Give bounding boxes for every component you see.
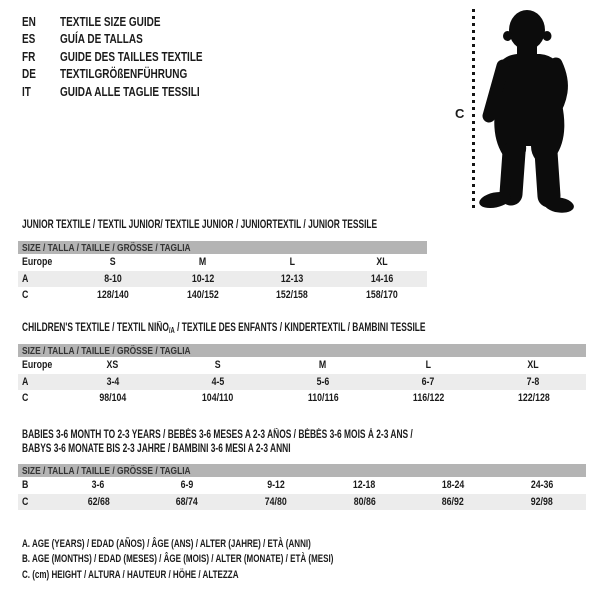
column-header-text: L: [289, 256, 296, 268]
cell-text: 98/104: [99, 392, 127, 404]
language-code: [22, 67, 60, 81]
title-line1-text: BABIES 3-6 MONTH TO 2-3 YEARS / BEBÉS 3-6 MESES A 2-3 AÑOS / BÉBÉS 3-6 MOIS À 2-3 ANS /: [22, 429, 413, 441]
row-label: [18, 271, 68, 288]
row-label: [18, 477, 54, 494]
column-header: [18, 357, 60, 374]
language-row: [22, 13, 238, 31]
guide-title: [60, 50, 238, 64]
table-row-height: [18, 494, 586, 511]
language-code: [22, 85, 60, 99]
children-size-table: [18, 344, 586, 407]
column-header: [481, 357, 586, 374]
guide-title: [60, 85, 235, 99]
language-row: [22, 66, 238, 84]
cell-text: 18-24: [441, 479, 465, 491]
language-code: [22, 15, 60, 29]
column-header-row: [18, 357, 586, 374]
cell: [481, 374, 586, 391]
children-table-title: [22, 321, 575, 338]
cell: [165, 374, 270, 391]
cell: [248, 287, 338, 304]
column-header-text: XL: [376, 256, 388, 268]
cell: [60, 390, 165, 407]
cell: [320, 477, 409, 494]
babies-table-title-line2: [22, 442, 557, 456]
language-code-text: EN: [22, 14, 36, 29]
cell-text: 128/140: [96, 289, 129, 301]
column-header-text: S: [109, 256, 116, 268]
language-code: [22, 50, 60, 64]
size-header-text: SIZE / TALLA / TAILLE / GRÖSSE / TAGLIA: [22, 464, 191, 477]
column-header: [337, 254, 427, 271]
cell: [270, 374, 375, 391]
column-header-text: XL: [527, 359, 540, 371]
language-code-text: ES: [22, 32, 36, 47]
title-subscript: /A: [168, 326, 175, 335]
table-row-age: [18, 271, 427, 288]
cell-text: 116/122: [412, 392, 444, 404]
column-header-text: M: [198, 256, 207, 268]
cell-text: 6-7: [421, 375, 435, 388]
cell-text: 10-12: [191, 272, 214, 285]
cell: [481, 390, 586, 407]
cell: [68, 287, 158, 304]
cell: [376, 374, 481, 391]
cell-text: 92/98: [530, 495, 553, 508]
cell: [248, 271, 338, 288]
cell: [376, 390, 481, 407]
junior-table-title: [22, 218, 508, 232]
cell-text: 86/92: [441, 495, 464, 508]
cell: [409, 477, 498, 494]
table-row-height: [18, 390, 586, 407]
babies-table-title-line1: [22, 428, 557, 442]
size-header-bar: [18, 241, 427, 254]
guide-title-text: GUÍA DE TALLAS: [60, 32, 143, 47]
cell-text: 3-4: [106, 375, 119, 388]
cell-text: 110/116: [307, 392, 339, 404]
cell: [165, 390, 270, 407]
language-row: [22, 48, 238, 66]
row-label: [18, 494, 54, 511]
title-pre: CHILDREN'S TEXTILE / TEXTIL NIÑO: [22, 322, 169, 334]
row-label: [18, 390, 60, 407]
cell-text: 6-9: [180, 479, 194, 491]
language-row: [22, 31, 238, 49]
cell: [337, 271, 427, 288]
cell-text: 158/170: [366, 289, 399, 301]
guide-title: [60, 32, 163, 46]
row-label: [18, 374, 60, 391]
cell-text: 24-36: [530, 479, 553, 491]
title-line2-text: BABYS 3-6 MONATE BIS 2-3 JAHRE / BAMBINI 3-6 MESI A 2-3 ANNI: [22, 443, 291, 455]
cell: [68, 271, 158, 288]
cell: [497, 477, 586, 494]
cell-text: 68/74: [175, 495, 198, 508]
babies-size-table: [18, 464, 586, 510]
cell: [158, 271, 248, 288]
guide-title: [60, 15, 186, 29]
guide-title: [60, 67, 219, 81]
children-table-title-text: [22, 321, 426, 338]
size-header-bar: [18, 464, 586, 477]
column-header: [18, 254, 68, 271]
footnote-a-text: A. AGE (YEARS) / EDAD (AÑOS) / ÂGE (ANS) / ALTER (JAHRE) / ETÀ (ANNI): [22, 538, 311, 550]
language-title-list: [22, 13, 238, 101]
language-code-text: DE: [22, 67, 36, 82]
cell: [143, 494, 232, 511]
table-row-height: [18, 287, 427, 304]
cell-text: 12-18: [353, 479, 376, 491]
row-label-text: B: [22, 479, 29, 491]
cell-text: 122/128: [517, 392, 550, 404]
table-row-age-months: [18, 477, 586, 494]
cell-text: 4-5: [211, 375, 225, 388]
footnote-b: [22, 552, 449, 567]
column-header: [248, 254, 338, 271]
cell-text: 62/68: [87, 495, 110, 508]
cell: [497, 494, 586, 511]
cell: [143, 477, 232, 494]
row-label-text: A: [22, 375, 29, 388]
column-header: [68, 254, 158, 271]
cell-text: 104/110: [202, 392, 234, 404]
row-label-text: C: [22, 392, 29, 404]
footnote-a: [22, 537, 449, 552]
size-header-text: SIZE / TALLA / TAILLE / GRÖSSE / TAGLIA: [22, 241, 191, 254]
cell: [158, 287, 248, 304]
cell-text: 7-8: [527, 375, 540, 388]
cell-text: 14-16: [370, 272, 394, 285]
footnote-c: [22, 568, 449, 583]
cell: [231, 477, 320, 494]
guide-title-text: GUIDE DES TAILLES TEXTILE: [60, 49, 203, 64]
column-header: [270, 357, 375, 374]
footnote-c-text: C. (cm) HEIGHT / ALTURA / HAUTEUR / HÖHE / ALTEZZA: [22, 568, 239, 581]
cell-text: 9-12: [266, 479, 285, 491]
guide-title-text: TEXTILE SIZE GUIDE: [60, 14, 161, 29]
cell: [54, 494, 143, 511]
language-code: [22, 32, 60, 46]
cell: [60, 374, 165, 391]
junior-table-title-text: JUNIOR TEXTILE / TEXTIL JUNIOR/ TEXTILE JUNIOR / JUNIORTEXTIL / JUNIOR TESSILE: [22, 219, 378, 231]
row-label-text: A: [22, 272, 29, 285]
cell-text: 8-10: [104, 272, 122, 285]
row-label-text: C: [22, 495, 29, 508]
column-header-text: Europe: [22, 256, 53, 268]
guide-title-text: GUIDA ALLE TAGLIE TESSILI: [60, 84, 200, 99]
column-header: [60, 357, 165, 374]
baby-silhouette-icon: [470, 4, 600, 214]
language-row: [22, 83, 238, 101]
column-header-row: [18, 254, 427, 271]
cell: [409, 494, 498, 511]
column-header-text: L: [425, 359, 431, 371]
column-header: [158, 254, 248, 271]
language-code-text: IT: [22, 84, 31, 99]
column-header: [165, 357, 270, 374]
column-header-text: S: [214, 359, 221, 371]
row-label: [18, 287, 68, 304]
cell: [337, 287, 427, 304]
cell: [54, 477, 143, 494]
column-header: [376, 357, 481, 374]
row-label-text: C: [22, 289, 29, 301]
title-post: / TEXTILE DES ENFANTS / KINDERTEXTIL / BAMBINI TESSILE: [174, 322, 426, 334]
cell: [270, 390, 375, 407]
cell-text: 3-6: [91, 479, 105, 491]
language-code-text: FR: [22, 49, 36, 64]
footnote-b-text: B. AGE (MONTHS) / EDAD (MESES) / ÂGE (MOIS) / ALTER (MONATE) / ETÀ (MESI): [22, 553, 334, 566]
guide-title-text: TEXTILGRÖßENFÜHRUNG: [60, 67, 188, 82]
babies-table-title: [22, 428, 557, 456]
cell-text: 5-6: [316, 375, 330, 388]
column-header-text: XS: [106, 359, 119, 371]
cell-text: 12-13: [281, 272, 304, 285]
cell-text: 74/80: [264, 495, 287, 508]
junior-size-table: [18, 241, 427, 304]
table-row-age: [18, 374, 586, 391]
size-header-text: SIZE / TALLA / TAILLE / GRÖSSE / TAGLIA: [22, 344, 191, 357]
cell-text: 152/158: [276, 289, 309, 301]
size-header-bar: [18, 344, 586, 357]
footnote-legend: [22, 537, 449, 583]
cell: [231, 494, 320, 511]
height-measure-label: C: [455, 106, 465, 121]
cell: [320, 494, 409, 511]
cell-text: 80/86: [353, 495, 376, 508]
cell-text: 140/152: [186, 289, 219, 301]
column-header-text: M: [319, 359, 327, 371]
column-header-text: Europe: [22, 359, 53, 371]
